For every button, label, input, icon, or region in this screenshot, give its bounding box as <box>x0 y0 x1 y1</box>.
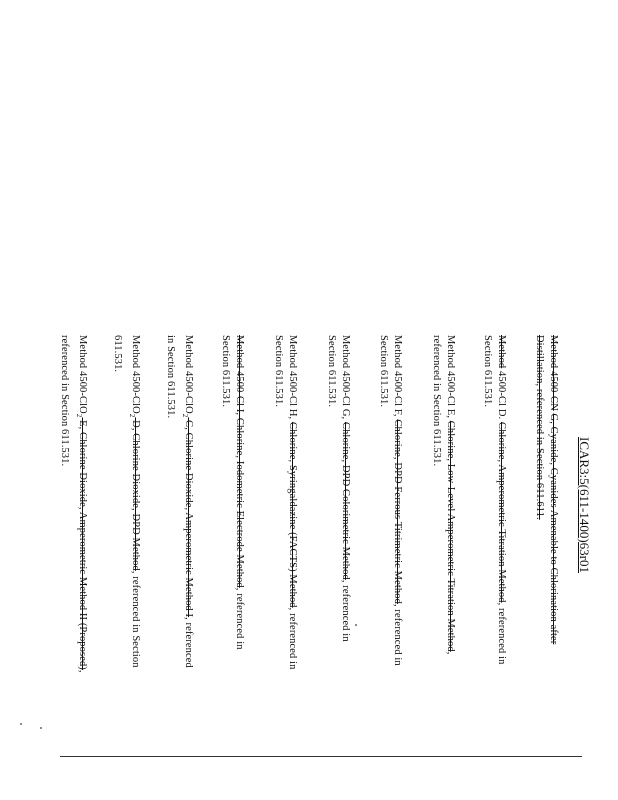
entry-text: , referenced in Section 611.531. <box>165 335 194 668</box>
entry-text: , referenced in Section 611.531. <box>59 335 88 673</box>
entry-text: Method 4500-ClO <box>77 335 88 414</box>
method-entry <box>272 335 299 675</box>
method-entry <box>533 335 560 675</box>
method-entry <box>58 335 89 675</box>
method-entry <box>430 335 457 675</box>
entry-text: Method 4500-ClO <box>183 335 194 414</box>
struck-text: Chlorine, Amperometric Titration Method <box>496 421 507 603</box>
method-entry <box>325 335 352 675</box>
entry-text: 4500-Cl D. <box>496 368 507 422</box>
rotated-content <box>59 335 592 675</box>
entry-text: , referenced in Section 611.531. <box>326 335 351 642</box>
scan-speck <box>355 624 357 626</box>
struck-text: Chlorine, Low-Level Amperometric Titration Method <box>445 420 456 652</box>
entry-text: 2 <box>127 413 136 418</box>
struck-text: Chlorine, DPD Ferrous Titrimetric Method <box>392 419 403 604</box>
method-entry <box>111 335 142 675</box>
entry-text: Method 4500-Cl G, <box>340 335 351 422</box>
entry-text: , referenced in Section 611.531. <box>112 335 141 668</box>
entry-text: Method 4500-Cl E, <box>445 335 456 421</box>
entry-text: , referenced in Section 611.531. <box>378 335 403 666</box>
struck-text: Method <box>496 335 507 369</box>
entry-text: 2 <box>74 413 83 418</box>
struck-text: C, Chlorine Dioxide, Amperometric Method I <box>183 417 194 618</box>
page-header: ICAR3:5(611-1400)63r01 <box>577 436 592 573</box>
entry-text: , referenced in Section 611.531. <box>273 335 298 670</box>
entry-text: , referenced in Section 611.531. <box>220 335 245 650</box>
entry-text: , referenced in Section 611.531. <box>431 335 456 655</box>
scan-speck <box>20 723 22 725</box>
entry-text: Method 4500-Cl H, <box>287 335 298 422</box>
struck-text: Chlorine, DPD Colorimetric Method <box>340 421 351 580</box>
struck-text: E, Chlorine Dioxide, Amperometric Method II (Proposed) <box>77 417 88 670</box>
entry-text: Method 4500-Cl F, <box>392 335 403 420</box>
struck-text: D, Chlorine Dioxide, DPD Method <box>130 417 141 571</box>
method-entry <box>219 335 246 675</box>
entry-text: 2 <box>180 413 189 418</box>
method-entry <box>377 335 404 675</box>
scan-speck <box>40 727 42 729</box>
footer-rule <box>60 756 582 757</box>
struck-text: Method 4500-Cl I, Chlorine, Iodometric Electrode Method <box>234 335 245 588</box>
entry-text: , referenced in Section 611.531. <box>482 335 507 665</box>
struck-text: Chlorine, Syringaldazine (FACTS) Method <box>287 421 298 608</box>
struck-text: Method 4500-CN <box>548 335 559 411</box>
method-entry <box>164 335 195 675</box>
method-entry <box>481 335 508 675</box>
entry-text: Method 4500-ClO <box>130 335 141 414</box>
struck-text: G, Cyanide, Cyanides Amenable to Chlorination after Distillation, referenced in Section 611.611. <box>534 335 559 645</box>
